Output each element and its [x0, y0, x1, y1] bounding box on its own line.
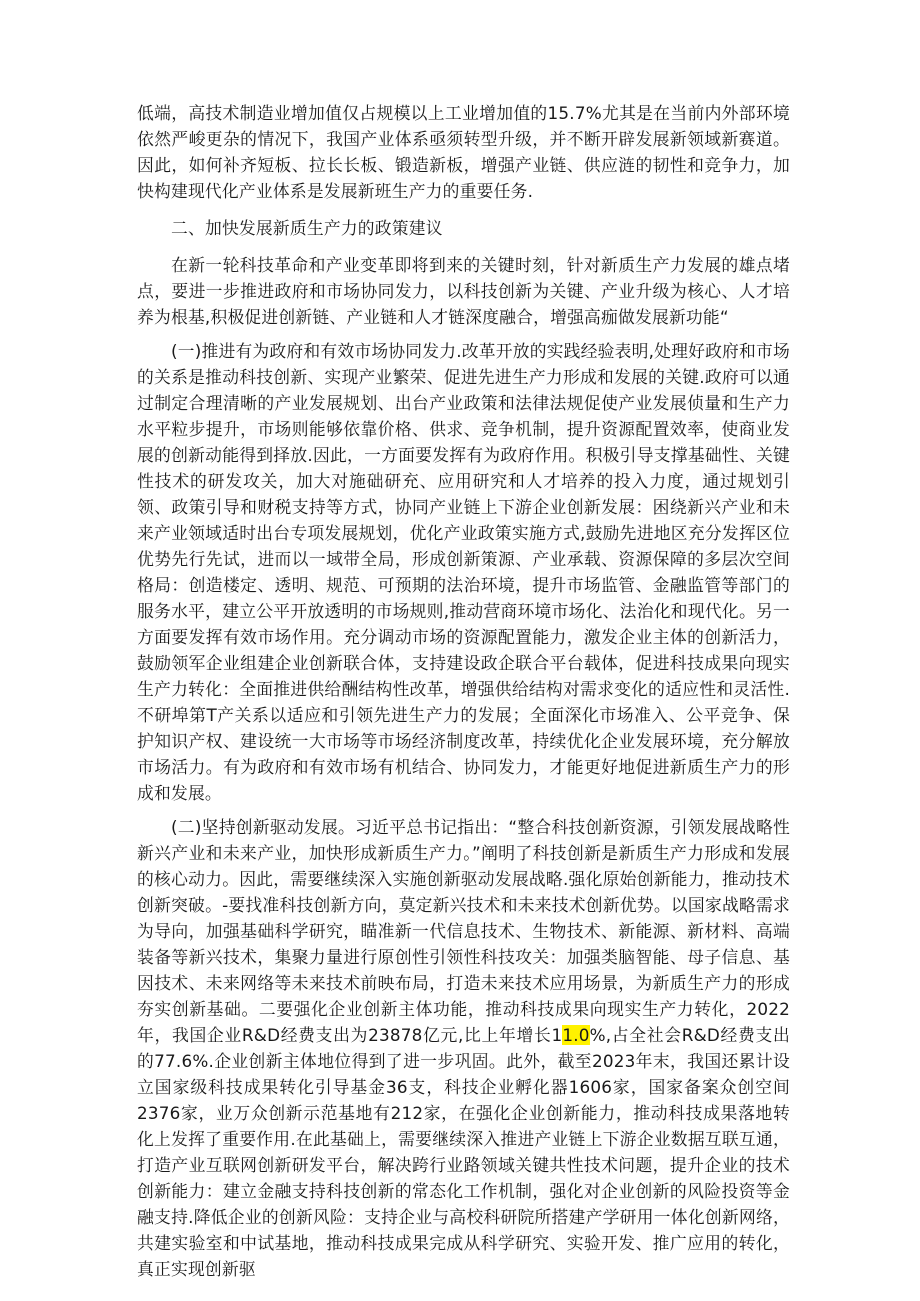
- paragraph-policy-intro: 在新一轮科技革命和产业变革即将到来的关键时刻，针对新质生产力发展的雄点堵点，要进一步推进政府和市场协同发力，以科技创新为关键、产业升级为核心、人才培养为根基,积极促进创新链、产业链和人才链深度融合，增强高痂做发展新功能“: [137, 255, 790, 327]
- section-heading-policy-suggestions: 二、加快发展新质生产力的政策建议: [171, 218, 443, 238]
- highlighted-growth-rate: 1.0: [562, 1025, 590, 1045]
- document-body: [137, 100, 790, 1282]
- paragraph-industry-weakness: 低端，高技术制造业增加值仅占规模以上工业增加值的15.7%尤其是在当前内外部环境依然严峻更杂的情况下，我国产业体系亟须转型升级，并不断开辟发展新领域新赛道。因此，如何补齐短板、拉长长板、锻造新板，增强产业链、供应涟的韧性和竞争力，加快构建现代化产业体系是发展新班生产力的重要任务.: [137, 103, 790, 201]
- paragraph-innovation-driven: [137, 814, 790, 1282]
- paragraph-government-market: (一)推进有为政府和有效市场协同发力.改革开放的实践经验表明,处理好政府和市场的关系是推动科技创新、实现产业繁荣、促进先进生产力形成和发展的关键.政府可以通过制定合理清晰的产业发展规划、出台产业政策和法律法规促使产业发展侦量和生产力水平粒步提升，市场则能够依靠价格、供求、竞争机制，提升资源配置效率，使商业发展的创新动能得到择放.因此，一方面要发挥有为政府作用。积极引导支撑基础性、关键性技术的研发攻关，加大对施础研充、应用研究和人才培养的投入力度，通过规划引领、政策引导和财税支持等方式，协同产业链上下游企业创新发展：困绕新兴产业和未来产业领域适时出台专项发展规划，优化产业政策实施方式,鼓励先进地区充分发挥区位优势先行先试，进而以一域带全局，形成创新策源、产业承载、资源保障的多层次空间格局：创造楼定、透明、规范、可预期的法治环境，提升市场监管、金融监管等部门的服务水平，建立公平开放透明的市场规则,推动营商环境市场化、法治化和现代化。另一方面要发挥有效市场作用。充分调动市场的资源配置能力，激发企业主体的创新活力，鼓励领军企业组建企业创新联合体，支持建设政企联合平台载体，促进科技成果向现实生产力转化：全面推进供给酬结构性改革，增强供给结构对需求变化的适应性和灵活性.不研埠第T产关系以适应和引领先进生产力的发展；全面深化市场准入、公平竞争、保护知识产权、建设统一大市场等市场经济制度改革，持续优化企业发展环境，充分解放市场活力。有为政府和有效市场有机结合、协同发力，才能更好地促进新质生产力的形成和发展。: [137, 341, 790, 803]
- innovation-text-part1: (二)坚持创新驱动发展。习近平总书记指出：“整合科技创新资源，引领发展战略性新兴产业和未来产业，加快形成新质生产力。”阐明了科技创新是新质生产力形成和发展的核心动力。因此，需要继续深入实施创新驱动发展战略.强化原始创新能力，推动技术创新突破。-要找准科技创新方向，莫定新兴技术和未来技术创新优势。以国家战略需求为导向，加强基础科学研究，瞄准新一代信息技术、生物技术、新能源、新材料、高端装备等新兴技术，集聚力量进行原创性引领性科技攻关：加强类脑智能、母子信息、基因技术、未来网络等未来技术前映布局，打造未来技术应用场景，为新质生产力的形成夯实创新基础。二要强化企业创新主体功能，推动科技成果向现实生产力转化，2022年，我国企业R&D经费支出为23878亿元,比上年增长1: [137, 817, 790, 1045]
- innovation-text-part2: %,占全社会R&D经费支出的77.6%.企业创新主体地位得到了进一步巩固。此外，截至2023年末，我国还累计设立国家级科技成果转化引导基金36支，科技企业孵化器1606家，国家备案众创空间2376家，业万众创新示范基地有212家，在强化企业创新能力，推动科技成果落地转化上发挥了重要作用.在此基础上，需要继续深入推进产业链上下游企业数据互联互通，打造产业互联网创新研发平台，解决跨行业路领域关键共性技术问题，提升企业的技术创新能力：建立金融支持科技创新的常态化工作机制，强化对企业创新的风险投资等金融支持.降低企业的创新风险：支持企业与高校科研院所搭建产学研用一体化创新网络，共建实验室和中试基地，推动科技成果完成从科学研究、实验开发、推广应用的转化，真正实现创新驱: [137, 1025, 790, 1279]
